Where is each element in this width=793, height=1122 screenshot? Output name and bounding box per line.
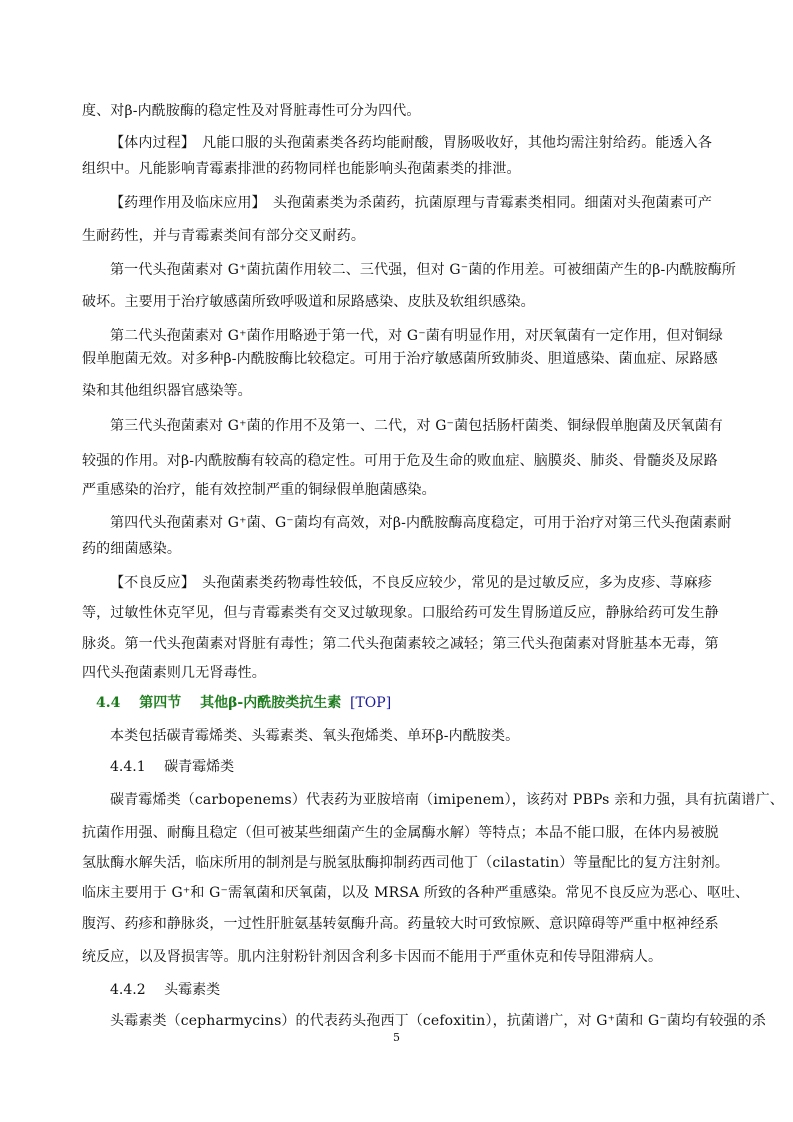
text-line: 严重感染的治疗，能有效控制严重的铜绿假单胞菌感染。 <box>82 482 436 498</box>
section-number: 4.4 <box>96 695 121 711</box>
text-line: 第二代头孢菌素对 G⁺菌作用略逊于第一代，对 G⁻菌有明显作用，对厌氧菌有一定作用，但对铜绿 <box>110 328 723 344</box>
text-line: 【药理作用及临床应用】 头孢菌素类为杀菌药，抗菌原理与青霉素类相同。细菌对头孢菌素可产 <box>110 195 712 211</box>
text-line: 本类包括碳青霉烯类、头霉素类、氧头孢烯类、单环β-内酰胺类。 <box>110 728 520 744</box>
text-line: 【体内过程】 凡能口服的头孢菌素类各药均能耐酸，胃肠吸收好，其他均需注射给药。能透入各 <box>110 135 712 151</box>
text-line: 统反应，以及肾损害等。肌内注射粉针剂因含利多卡因而不能用于严重休克和传导阻滞病人。 <box>82 949 663 965</box>
subsection-number: 4.4.2 <box>110 982 146 998</box>
text-line: 第一代头孢菌素对 G⁺菌抗菌作用较二、三代强，但对 G⁻菌的作用差。可被细菌产生的β-内酰胺酶所 <box>110 262 737 278</box>
text-line: 生耐药性，并与青霉素类间有部分交叉耐药。 <box>82 228 365 244</box>
page-number: 5 <box>393 1031 400 1044</box>
text-line: 碳青霉烯类（carbopenems）代表药为亚胺培南（imipenem），该药对 PBPs 亲和力强，具有抗菌谱广、 <box>110 792 784 808</box>
section-label: 第四节 <box>139 695 182 711</box>
text-line: 度、对β-内酰胺酶的稳定性及对肾脏毒性可分为四代。 <box>82 103 421 119</box>
subsection-heading <box>110 758 234 776</box>
text-line: 较强的作用。对β-内酰胺酶有较高的稳定性。可用于危及生命的败血症、脑膜炎、肺炎、骨髓炎及尿路 <box>82 453 718 469</box>
text-line: 【不良反应】 头孢菌素类药物毒性较低，不良反应较少，常见的是过敏反应，多为皮疹、荨麻疹 <box>110 575 712 591</box>
subsection-title: 碳青霉烯类 <box>164 759 235 775</box>
text-line: 腹泻、药疹和静脉炎，一过性肝脏氨基转氨酶升高。药量较大时可致惊厥、意识障碍等严重中枢神经系 <box>82 916 719 932</box>
section-title: 其他β-内酰胺类抗生素 <box>200 695 342 711</box>
top-link[interactable]: [TOP] <box>350 695 392 711</box>
text-line: 第三代头孢菌素对 G⁺菌的作用不及第一、二代，对 G⁻菌包括肠杆菌类、铜绿假单胞菌及厌氧菌有 <box>110 418 723 434</box>
text-line: 第四代头孢菌素对 G⁺菌、G⁻菌均有高效，对β-内酰胺酶高度稳定，可用于治疗对第三代头孢菌素耐 <box>110 515 732 531</box>
subsection-heading <box>110 981 220 999</box>
text-line: 脉炎。第一代头孢菌素对肾脏有毒性；第二代头孢菌素较之减轻；第三代头孢菌素对肾脏基本无毒，第 <box>82 636 719 652</box>
text-line: 临床主要用于 G⁺和 G⁻需氧菌和厌氧菌，以及 MRSA 所致的各种严重感染。常见不良反应为恶心、呕吐、 <box>82 885 750 901</box>
text-line: 四代头孢菌素则几无肾毒性。 <box>82 665 266 681</box>
text-line: 染和其他组织器官感染等。 <box>82 383 252 399</box>
text-line: 头霉素类（cepharmycins）的代表药头孢西丁（cefoxitin），抗菌谱广，对 G⁺菌和 G⁻菌均有较强的杀 <box>110 1013 766 1029</box>
text-line: 等，过敏性休克罕见，但与青霉素类有交叉过敏现象。口服给药可发生胃肠道反应，静脉给药可发生静 <box>82 605 719 621</box>
text-line: 组织中。凡能影响青霉素排泄的药物同样也能影响头孢菌素类的排泄。 <box>82 161 521 177</box>
text-line: 破坏。主要用于治疗敏感菌所致呼吸道和尿路感染、皮肤及软组织感染。 <box>82 294 535 310</box>
text-line: 抗菌作用强、耐酶且稳定（但可被某些细菌产生的金属酶水解）等特点；本品不能口服，在体内易被脱 <box>82 825 719 841</box>
text-line: 药的细菌感染。 <box>82 541 182 557</box>
subsection-title: 头霉素类 <box>164 982 221 998</box>
text-line: 氢肽酶水解失活，临床所用的制剂是与脱氢肽酶抑制药西司他丁（cilastatin）等量配比的复方注射剂。 <box>82 855 730 871</box>
text-line: 假单胞菌无效。对多种β-内酰胺酶比较稳定。可用于治疗敏感菌所致肺炎、胆道感染、菌血症、尿路感 <box>82 351 718 367</box>
section-heading <box>96 694 341 712</box>
subsection-number: 4.4.1 <box>110 759 146 775</box>
